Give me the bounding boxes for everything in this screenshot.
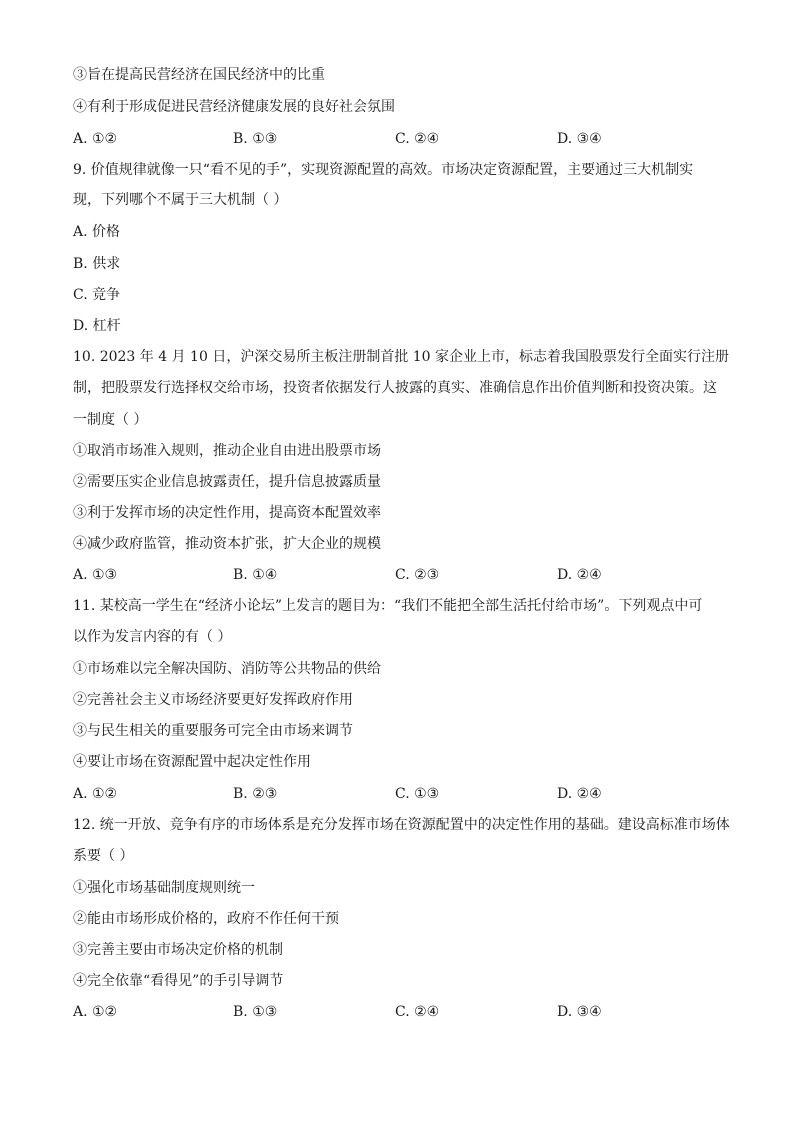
q11-stem-line-1: 11. 某校高一学生在“经济小论坛”上发言的题目为：“我们不能把全部生活托付给市场”。下列观点中可	[73, 598, 703, 614]
q10-option-d: D. ②④	[557, 567, 602, 583]
q10-statement-1: ①取消市场准入规则，推动企业自由进出股票市场	[73, 443, 381, 459]
q11-statement-3: ③与民生相关的重要服务可完全由市场来调节	[73, 723, 353, 739]
q10-stem-line-3: 一制度（ ）	[73, 412, 148, 428]
q9-option-d: D. 杠杆	[73, 318, 121, 334]
q11-stem-line-2: 以作为发言内容的有（ ）	[73, 629, 232, 645]
q8-option-d: D. ③④	[557, 131, 602, 147]
q10-option-c: C. ②③	[395, 567, 440, 583]
q8-options	[73, 129, 733, 149]
q9-option-c: C. 竞争	[73, 287, 121, 303]
q9-option-b: B. 供求	[73, 256, 121, 272]
q12-option-d: D. ③④	[557, 1004, 602, 1020]
q9-option-a: A. 价格	[73, 224, 121, 240]
q10-option-b: B. ①④	[233, 567, 278, 583]
q12-options	[73, 1002, 733, 1022]
q10-option-a: A. ①③	[73, 567, 118, 583]
q11-option-c: C. ①③	[395, 786, 440, 802]
q11-option-a: A. ①②	[73, 786, 118, 802]
q12-stem-line-2: 系要（ ）	[73, 848, 134, 864]
q12-option-a: A. ①②	[73, 1004, 118, 1020]
q12-option-c: C. ②④	[395, 1004, 440, 1020]
q10-statement-4: ④减少政府监管，推动资本扩张，扩大企业的规模	[73, 536, 381, 552]
q10-statement-3: ③利于发挥市场的决定性作用，提高资本配置效率	[73, 505, 381, 521]
q11-statement-2: ②完善社会主义市场经济要更好发挥政府作用	[73, 692, 353, 708]
q8-statement-3: ③旨在提高民营经济在国民经济中的比重	[73, 67, 325, 83]
q8-option-c: C. ②④	[395, 131, 440, 147]
q12-statement-3: ③完善主要由市场决定价格的机制	[73, 942, 283, 958]
q11-option-d: D. ②④	[557, 786, 602, 802]
q9-stem-line-1: 9. 价值规律就像一只“看不见的手”，实现资源配置的高效。市场决定资源配置，主要通过三大机制实	[73, 162, 694, 178]
q10-stem-line-1: 10. 2023 年 4 月 10 日，沪深交易所主板注册制首批 10 家企业上市，标志着我国股票发行全面实行注册	[73, 349, 730, 365]
q8-statement-4: ④有利于形成促进民营经济健康发展的良好社会氛围	[73, 99, 395, 115]
q10-options	[73, 565, 733, 585]
q12-statement-2: ②能由市场形成价格的，政府不作任何干预	[73, 911, 339, 927]
q11-statement-4: ④要让市场在资源配置中起决定性作用	[73, 754, 311, 770]
q11-option-b: B. ②③	[233, 786, 278, 802]
q12-statement-1: ①强化市场基础制度规则统一	[73, 880, 255, 896]
q10-statement-2: ②需要压实企业信息披露责任，提升信息披露质量	[73, 474, 381, 490]
q11-options	[73, 784, 733, 804]
q12-option-b: B. ①③	[233, 1004, 278, 1020]
q12-stem-line-1: 12. 统一开放、竞争有序的市场体系是充分发挥市场在资源配置中的决定性作用的基础。建设高标准市场体	[73, 817, 730, 833]
q11-statement-1: ①市场难以完全解决国防、消防等公共物品的供给	[73, 661, 381, 677]
q12-statement-4: ④完全依靠“看得见”的手引导调节	[73, 973, 284, 989]
q10-stem-line-2: 制，把股票发行选择权交给市场，投资者依据发行人披露的真实、准确信息作出价值判断和投资决策。这	[73, 380, 717, 396]
q8-option-a: A. ①②	[73, 131, 118, 147]
q8-option-b: B. ①③	[233, 131, 278, 147]
q9-stem-line-2: 现，下列哪个不属于三大机制（ ）	[73, 192, 288, 208]
